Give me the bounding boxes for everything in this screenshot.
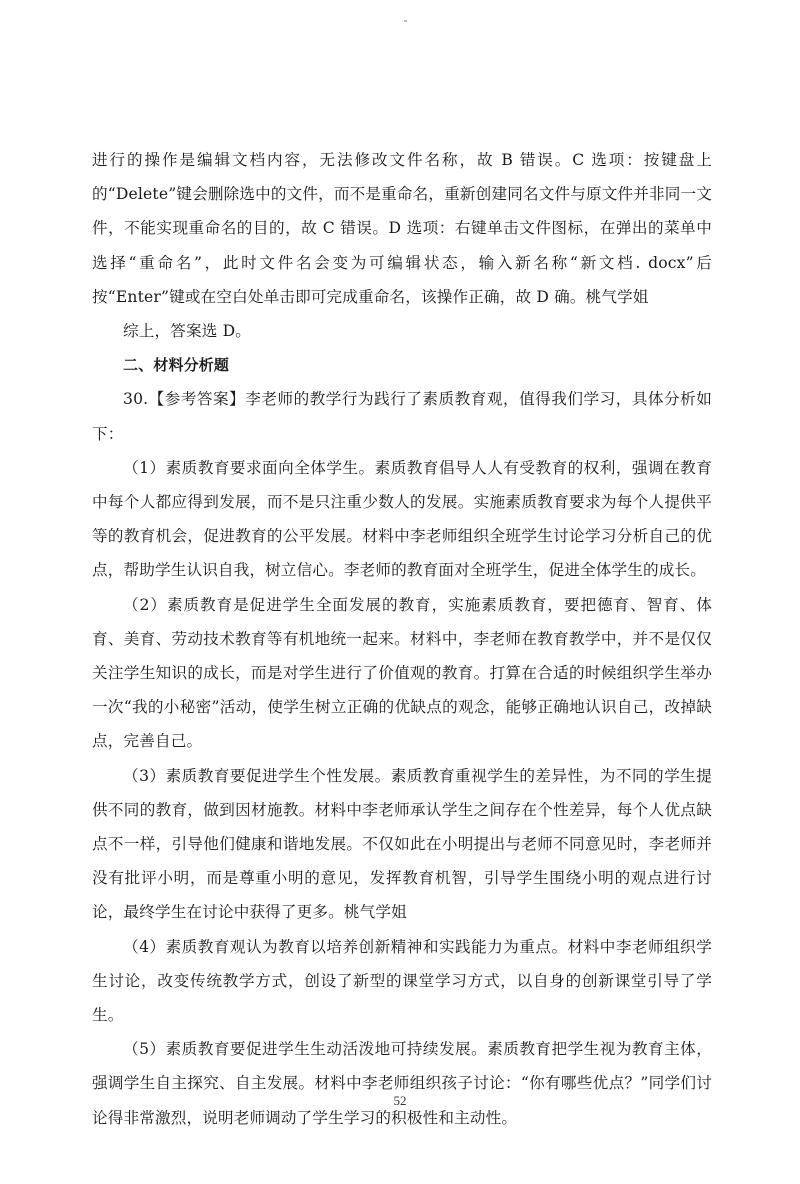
paragraph-point-2: （2）素质教育是促进学生全面发展的教育，实施素质教育，要把德育、智育、体育、美育、劳动技术教育等有机地统一起来。材料中，李老师在教育教学中，并不是仅仅关注学生知识的成长，而是对学生进行了价值观的教育。打算在合适的时候组织学生举办一次“我的小秘密”活动，使学生树立正确的优缺点的观念，能够正确地认识自己，改掉缺点，完善自己。 (92, 595, 712, 751)
paragraph-point-4: （4）素质教育观认为教育以培养创新精神和实践能力为重点。材料中李老师组织学生讨论，改变传统教学方式，创设了新型的课堂学习方式，以自身的创新课堂引导了学生。 (92, 937, 712, 1025)
paragraph-continued-answer: 进行的操作是编辑文档内容，无法修改文件名称，故 B 错误。C 选项：按键盘上的“Delete”键会删除选中的文件，而不是重命名，重新创建同名文件与原文件并非同一文件，不能实现重命名的目的，故 C 错误。D 选项：右键单击文件图标，在弹出的菜单中选择“重命名”，此时文件名会变为可编辑状态，输入新名称“新文档. docx”后按“Enter”键或在空白处单击即可完成重命名，该操作正确，故 D 确。桃气学姐 (92, 151, 712, 306)
page-number: 52 (393, 1093, 407, 1108)
section-heading-material-analysis: 二、材料分析题 (123, 356, 230, 375)
paragraph-point-3: （3）素质教育要促进学生个性发展。素质教育重视学生的差异性，为不同的学生提供不同的教育，做到因材施教。材料中李老师承认学生之间存在个性差异，每个人优点缺点不一样，引导他们健康和谐地发展。不仅如此在小明提出与老师不同意见时，李老师并没有批评小明，而是尊重小明的意见，发挥教育机智，引导学生围绕小明的观点进行讨论，最终学生在讨论中获得了更多。桃气学姐 (92, 766, 712, 922)
paragraph-question-30-answer: 30.【参考答案】李老师的教学行为践行了素质教育观，值得我们学习，具体分析如下： (92, 390, 712, 443)
page-body (92, 143, 712, 1135)
scan-speck (404, 20, 407, 22)
paragraph-point-1: （1）素质教育要求面向全体学生。素质教育倡导人人有受教育的权利，强调在教育中每个人都应得到发展，而不是只注重少数人的发展。实施素质教育要求为每个人提供平等的教育机会，促进教育的公平发展。材料中李老师组织全班学生讨论学习分析自己的优点，帮助学生认识自我，树立信心。李老师的教育面对全班学生，促进全体学生的成长。 (92, 458, 712, 580)
paragraph-point-5: （5）素质教育要促进学生生动活泼地可持续发展。素质教育把学生视为教育主体，强调学生自主探究、自主发展。材料中李老师组织孩子讨论：“你有哪些优点？”同学们讨论得非常激烈，说明老师调动了学生学习的积极性和主动性。 (92, 1040, 712, 1127)
paragraph-conclusion: 综上，答案选 D。 (123, 322, 251, 341)
